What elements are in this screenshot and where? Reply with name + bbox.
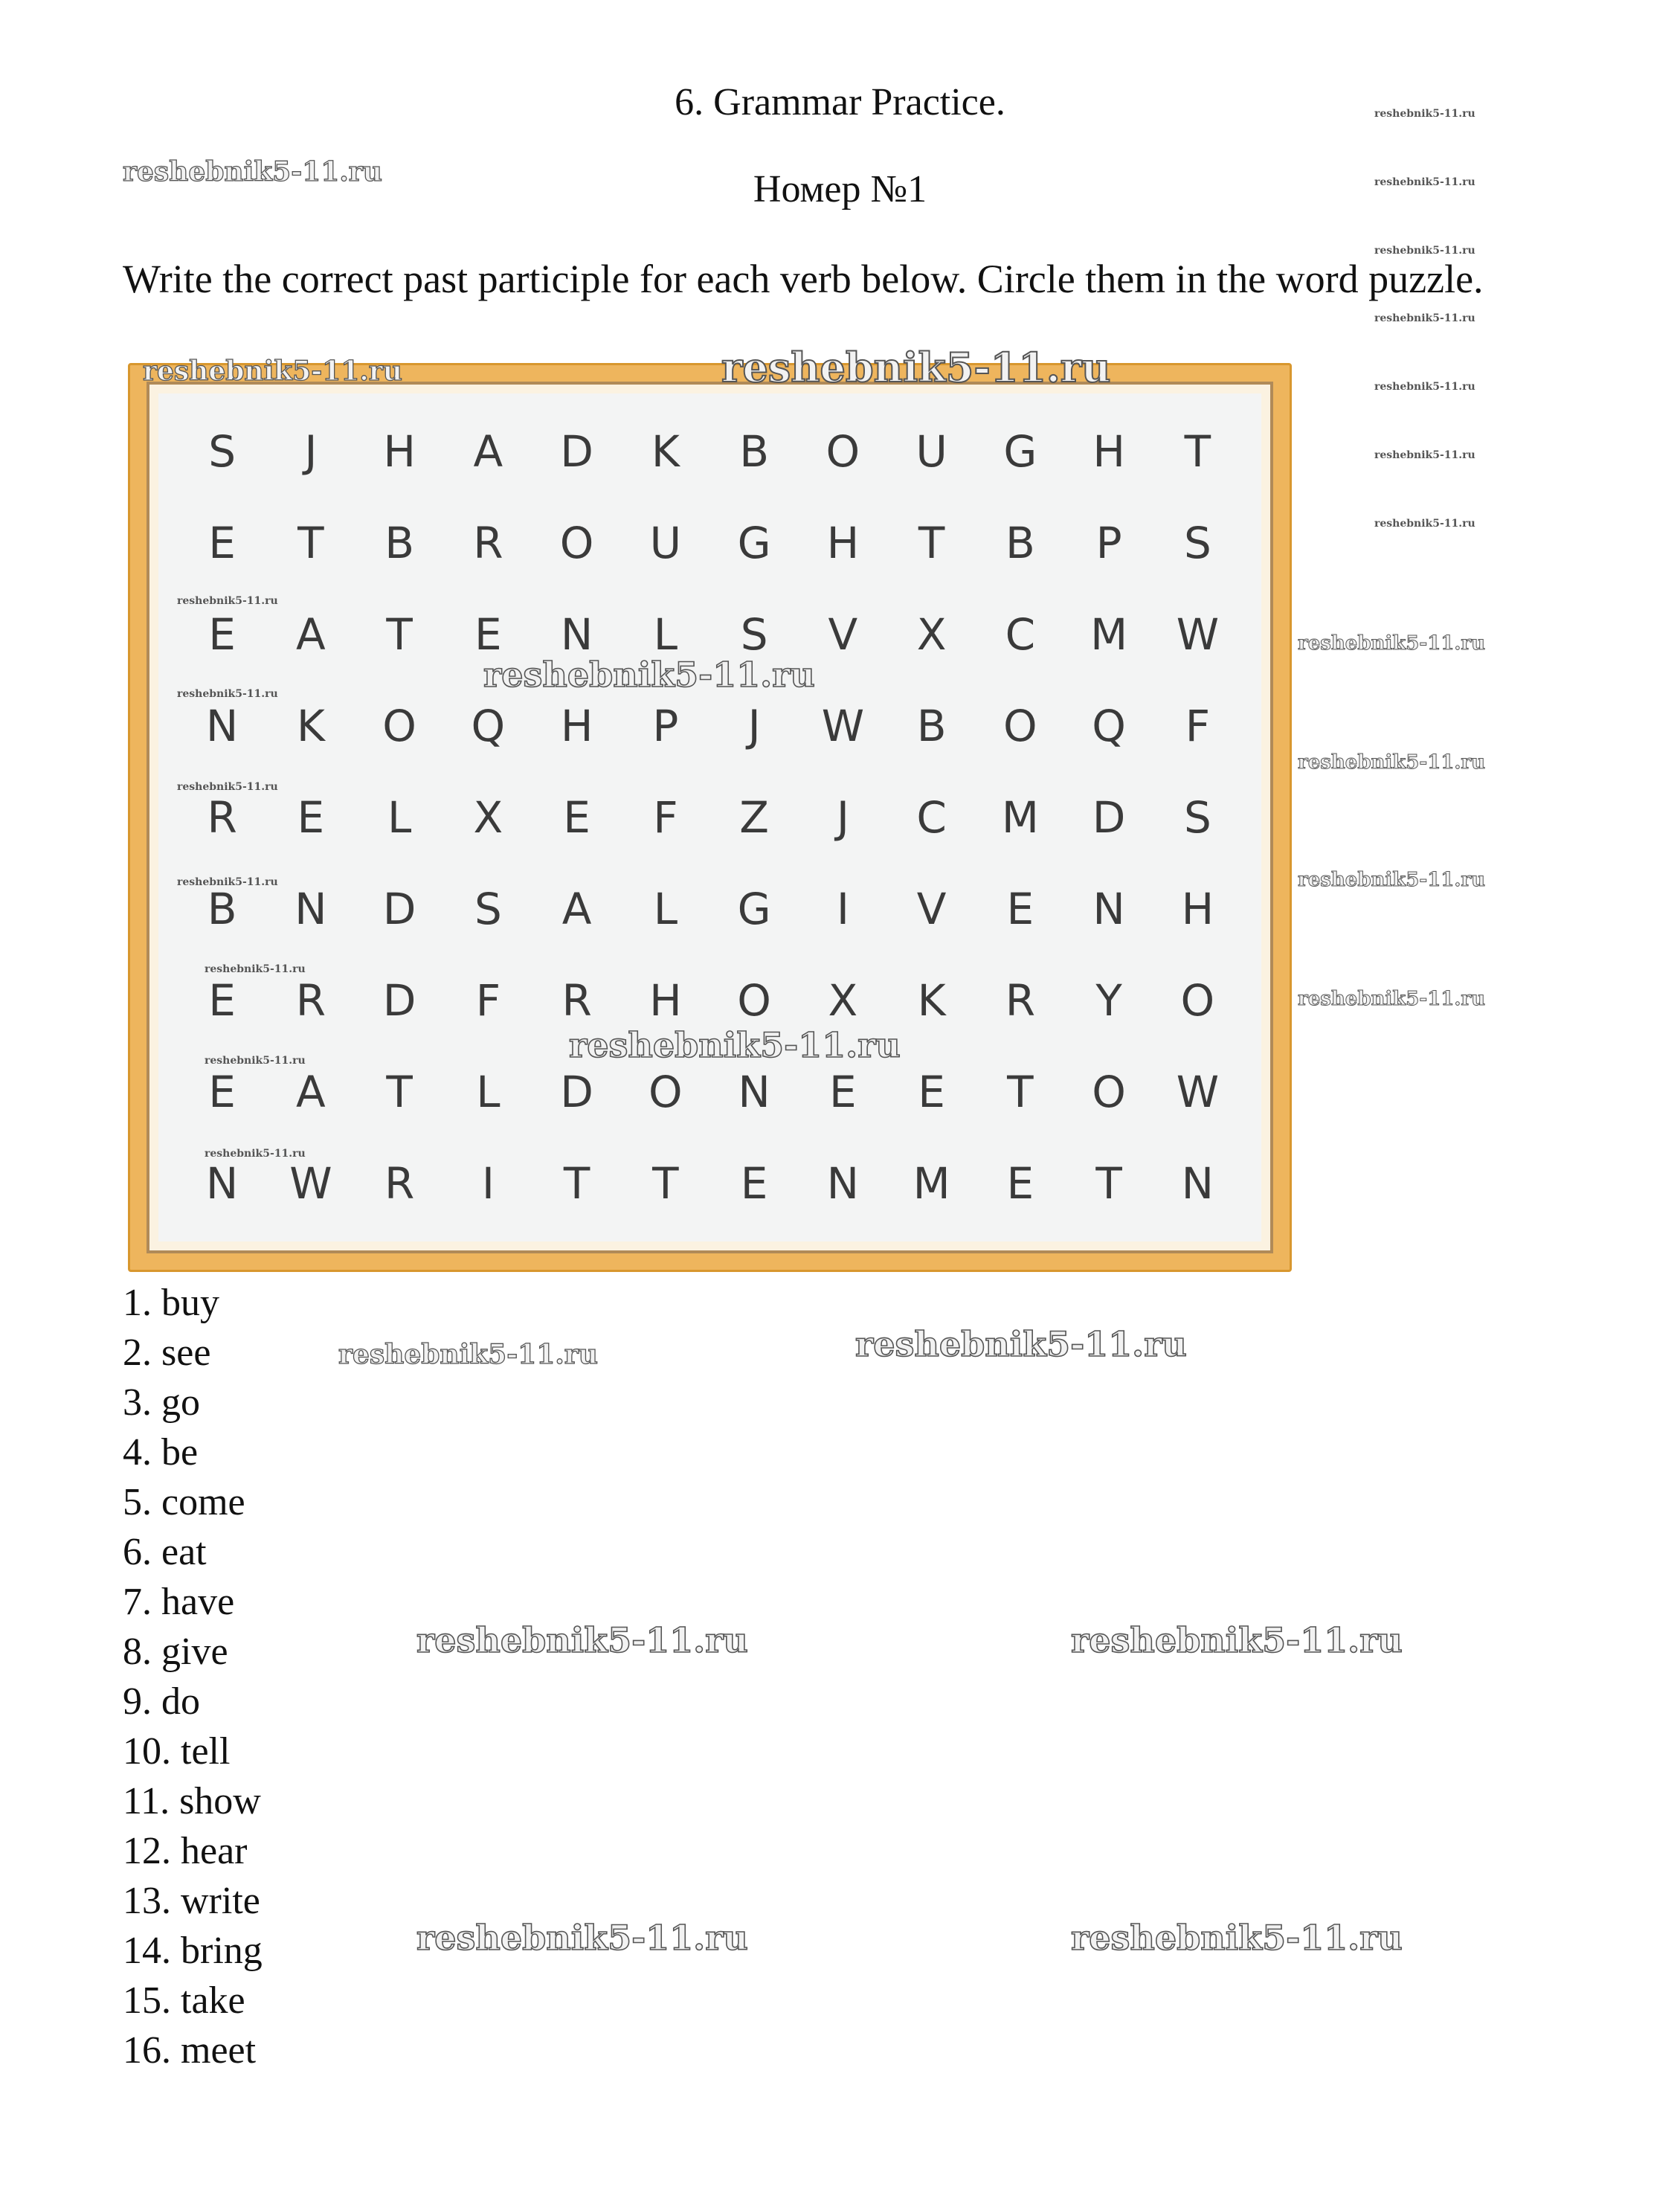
puzzle-letter: U (915, 425, 947, 477)
puzzle-letter: Q (471, 700, 506, 751)
watermark: reshebnik5-11.ru (1374, 449, 1475, 461)
puzzle-letter: S (1183, 791, 1211, 843)
puzzle-letter: W (1176, 1067, 1220, 1118)
verb-item: 11. show (123, 1780, 261, 1822)
watermark: reshebnik5-11.ru (1374, 176, 1475, 188)
puzzle-letter: B (207, 884, 237, 935)
puzzle-letter: N (205, 700, 239, 751)
puzzle-letter: H (560, 700, 593, 751)
puzzle-letter: C (916, 791, 947, 843)
watermark: reshebnik5-11.ru (1374, 245, 1475, 257)
puzzle-letter: R (207, 791, 237, 843)
puzzle-letter: H (649, 975, 682, 1027)
puzzle-letter: T (563, 1158, 590, 1209)
puzzle-letter: P (652, 700, 679, 751)
puzzle-letter: J (304, 425, 318, 477)
puzzle-letter: G (737, 884, 771, 935)
watermark: reshebnik5-11.ru (205, 1055, 306, 1067)
verb-item: 8. give (123, 1631, 228, 1673)
verb-list (123, 1278, 263, 2075)
verb-item: 10. tell (123, 1730, 231, 1773)
puzzle-letter: V (828, 608, 858, 660)
page-title: 6. Grammar Practice. (675, 81, 1005, 123)
puzzle-letter: Y (1095, 975, 1122, 1027)
puzzle-letter: E (208, 517, 236, 568)
puzzle-letter: T (652, 1158, 679, 1209)
verb-item: 13. write (123, 1880, 260, 1922)
puzzle-letter: T (386, 608, 413, 660)
puzzle-letter: M (1001, 791, 1039, 843)
watermark: reshebnik5-11.ru (1374, 312, 1475, 324)
watermark: reshebnik5-11.ru (721, 344, 1111, 391)
watermark: reshebnik5-11.ru (569, 1025, 901, 1065)
puzzle-letter: M (913, 1158, 950, 1209)
puzzle-letter: L (653, 608, 678, 660)
watermark: reshebnik5-11.ru (1298, 751, 1486, 774)
puzzle-letter: V (916, 884, 947, 935)
puzzle-letter: H (826, 517, 860, 568)
watermark: reshebnik5-11.ru (1298, 632, 1486, 655)
puzzle-letter: W (1176, 608, 1220, 660)
puzzle-grid (158, 393, 1261, 1241)
puzzle-letter: D (382, 884, 416, 935)
puzzle-letter: T (386, 1067, 413, 1118)
puzzle-letter: A (296, 1067, 326, 1118)
watermark: reshebnik5-11.ru (205, 963, 306, 975)
puzzle-letter: F (1185, 700, 1211, 751)
puzzle-letter: N (1181, 1158, 1214, 1209)
puzzle-letter: F (475, 975, 501, 1027)
puzzle-letter: T (1095, 1158, 1122, 1209)
puzzle-letter: B (916, 700, 947, 751)
puzzle-letter: G (1003, 425, 1037, 477)
verb-item: 14. bring (123, 1930, 263, 1972)
watermark: reshebnik5-11.ru (177, 781, 278, 793)
puzzle-letter: F (653, 791, 678, 843)
puzzle-letter: D (1092, 791, 1126, 843)
puzzle-letter: T (918, 517, 945, 568)
puzzle-letter: X (828, 975, 858, 1027)
puzzle-letter: L (653, 884, 678, 935)
watermark: reshebnik5-11.ru (205, 1148, 306, 1160)
puzzle-letter: E (1006, 884, 1034, 935)
puzzle-letter: C (1005, 608, 1036, 660)
puzzle-letter: S (208, 425, 236, 477)
puzzle-letter: E (297, 791, 325, 843)
puzzle-letter: N (1092, 884, 1125, 935)
puzzle-letter: N (205, 1158, 239, 1209)
puzzle-letter: R (561, 975, 592, 1027)
puzzle-letter: O (737, 975, 771, 1027)
puzzle-letter: G (737, 517, 771, 568)
puzzle-letter: A (561, 884, 592, 935)
puzzle-letter: T (1007, 1067, 1034, 1118)
watermark: reshebnik5-11.ru (177, 688, 278, 700)
puzzle-letter: E (829, 1067, 857, 1118)
verb-item: 4. be (123, 1431, 199, 1474)
puzzle-letter: T (297, 517, 324, 568)
watermark: reshebnik5-11.ru (338, 1339, 598, 1370)
puzzle-letter: E (474, 608, 502, 660)
puzzle-letter: L (387, 791, 412, 843)
verb-item: 6. eat (123, 1531, 207, 1573)
puzzle-letter: P (1095, 517, 1122, 568)
instructions-text: Write the correct past participle for each verb below. Circle them in the word puzzle. (123, 257, 1484, 301)
puzzle-letter: J (836, 791, 849, 843)
watermark: reshebnik5-11.ru (177, 595, 278, 607)
verb-item: 9. do (123, 1680, 200, 1723)
puzzle-letter: O (648, 1067, 683, 1118)
verb-item: 3. go (123, 1381, 200, 1424)
verb-item: 15. take (123, 1979, 245, 2022)
puzzle-letter: N (560, 608, 593, 660)
puzzle-border (147, 382, 1273, 1253)
puzzle-letter: O (559, 517, 594, 568)
puzzle-letter: E (208, 975, 236, 1027)
puzzle-letter: N (295, 884, 327, 935)
puzzle-letter: H (383, 425, 416, 477)
puzzle-letter: E (208, 1067, 236, 1118)
puzzle-letter: O (382, 700, 416, 751)
puzzle-letter: B (1005, 517, 1035, 568)
puzzle-letter: O (1092, 1067, 1126, 1118)
puzzle-letter: E (918, 1067, 945, 1118)
puzzle-letter: N (738, 1067, 770, 1118)
puzzle-letter: N (826, 1158, 860, 1209)
puzzle-letter: U (649, 517, 682, 568)
puzzle-letter: I (836, 884, 849, 935)
watermark: reshebnik5-11.ru (416, 1918, 748, 1958)
verb-item: 7. have (123, 1581, 235, 1623)
watermark: reshebnik5-11.ru (1071, 1918, 1403, 1958)
puzzle-letter: A (296, 608, 326, 660)
puzzle-letter: J (747, 700, 761, 751)
puzzle-letter: E (1006, 1158, 1034, 1209)
puzzle-letter: B (739, 425, 770, 477)
verb-item: 5. come (123, 1481, 245, 1523)
puzzle-letter: D (382, 975, 416, 1027)
puzzle-letter: S (474, 884, 502, 935)
puzzle-letter: O (825, 425, 860, 477)
puzzle-letter: Z (739, 791, 769, 843)
watermark: reshebnik5-11.ru (143, 356, 402, 387)
watermark: reshebnik5-11.ru (416, 1620, 748, 1660)
puzzle-letter: H (1092, 425, 1125, 477)
puzzle-letter: D (560, 425, 593, 477)
puzzle-letter: E (740, 1158, 768, 1209)
watermark: reshebnik5-11.ru (1071, 1620, 1403, 1660)
puzzle-letter: R (384, 1158, 415, 1209)
verb-item: 12. hear (123, 1830, 248, 1872)
puzzle-letter: H (1181, 884, 1214, 935)
puzzle-letter: M (1090, 608, 1128, 660)
puzzle-letter: W (289, 1158, 332, 1209)
watermark: reshebnik5-11.ru (1298, 869, 1486, 891)
puzzle-letter: A (473, 425, 503, 477)
verb-item: 1. buy (123, 1282, 219, 1324)
puzzle-letter: R (473, 517, 503, 568)
watermark: reshebnik5-11.ru (1374, 381, 1475, 393)
watermark: reshebnik5-11.ru (177, 876, 278, 888)
word-puzzle (128, 363, 1292, 1272)
puzzle-letter: X (473, 791, 503, 843)
puzzle-letter: E (563, 791, 590, 843)
puzzle-letter: R (1005, 975, 1036, 1027)
watermark: reshebnik5-11.ru (123, 156, 382, 187)
puzzle-letter: S (1183, 517, 1211, 568)
puzzle-letter: W (821, 700, 865, 751)
watermark: reshebnik5-11.ru (483, 655, 815, 695)
verb-item: 2. see (123, 1331, 211, 1374)
puzzle-letter: L (476, 1067, 501, 1118)
task-number: Номер №1 (753, 168, 927, 211)
puzzle-letter: K (651, 425, 680, 477)
puzzle-letter: I (481, 1158, 495, 1209)
puzzle-letter: O (1180, 975, 1215, 1027)
puzzle-letter: K (296, 700, 325, 751)
watermark: reshebnik5-11.ru (1374, 518, 1475, 530)
puzzle-letter: S (740, 608, 768, 660)
watermark: reshebnik5-11.ru (855, 1324, 1187, 1364)
puzzle-letter: E (208, 608, 236, 660)
puzzle-letter: T (1184, 425, 1211, 477)
puzzle-letter: R (295, 975, 326, 1027)
puzzle-letter: Q (1092, 700, 1126, 751)
watermark: reshebnik5-11.ru (1374, 108, 1475, 120)
puzzle-letter: B (384, 517, 415, 568)
puzzle-letter: O (1003, 700, 1037, 751)
puzzle-letter: D (560, 1067, 593, 1118)
verb-item: 16. meet (123, 2029, 257, 2072)
puzzle-letter: K (917, 975, 946, 1027)
puzzle-letter: X (916, 608, 947, 660)
watermark: reshebnik5-11.ru (1298, 988, 1486, 1010)
